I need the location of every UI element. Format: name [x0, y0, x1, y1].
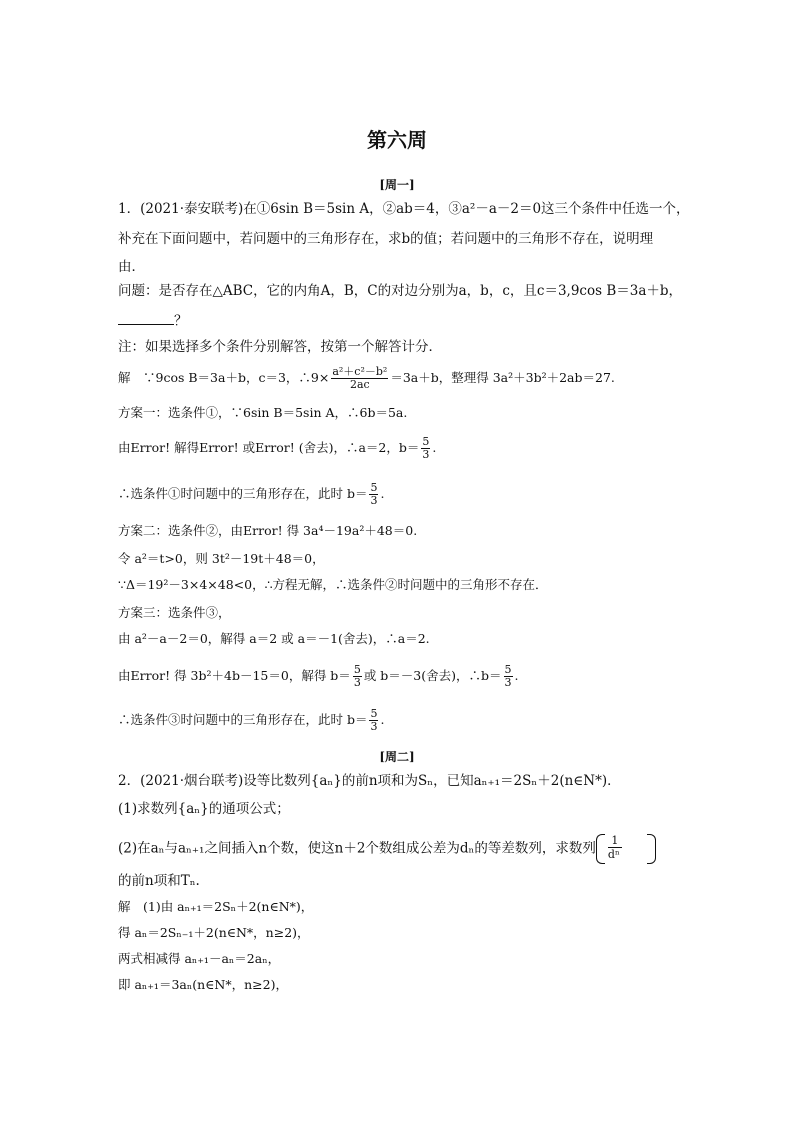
problem1-blank-line	[118, 310, 678, 330]
fraction-denominator: 3	[370, 494, 378, 507]
solution1-discriminant: ∵Δ＝19²－3×4×48<0，∴方程无解，∴选条件②时问题中的三角形不存在．	[118, 577, 548, 592]
text: ∴选条件①时问题中的三角形存在，此时 b＝	[118, 486, 368, 501]
fraction-numerator: 1	[608, 834, 622, 848]
fraction-denominator: 3	[422, 448, 430, 461]
solution1-substitution: 令 a²＝t>0，则 3t²－19t＋48＝0，	[118, 551, 325, 566]
fraction-denominator: 3	[370, 720, 378, 733]
problem2-line4: 的前n项和Tₙ.	[118, 873, 200, 889]
fraction	[369, 482, 378, 507]
solution2-line2: 得 aₙ＝2Sₙ₋₁＋2(n∈N*，n≥2)，	[118, 925, 310, 940]
fraction-numerator: 5	[370, 481, 378, 494]
solution1-option2: 方案二：选条件②，由Error! 得 3a⁴－19a²＋48＝0.	[118, 523, 418, 538]
solution2-line1: 解 (1)由 aₙ₊₁＝2Sₙ＋2(n∈N*)，	[118, 899, 314, 914]
fraction	[353, 664, 362, 689]
text: 或 b＝－3(舍去)，∴b＝	[363, 668, 502, 683]
fraction	[421, 436, 430, 461]
problem2-part2	[118, 834, 678, 864]
text: .	[380, 712, 385, 727]
problem1-question: 问题：是否存在△ABC，它的内角A，B，C的对边分别为a，b，c，且c＝3,9cos B＝3a＋b，	[118, 283, 683, 299]
fraction	[369, 708, 378, 733]
text: ∴选条件③时问题中的三角形存在，此时 b＝	[118, 712, 368, 727]
solution1-text-a: 解 ∵9cos B＝3a＋b，c＝3，∴9×	[118, 370, 330, 385]
problem2-part1: (1)求数列{aₙ}的通项公式；	[118, 801, 290, 817]
fraction	[331, 366, 388, 391]
fraction-numerator: 5	[370, 707, 378, 720]
brace-content	[608, 834, 622, 861]
fraction-denominator: 3	[353, 676, 361, 689]
solution2-line3: 两式相减得 aₙ₊₁－aₙ＝2aₙ，	[118, 951, 281, 966]
text: 由Error! 解得Error! 或Error! (舍去)，∴a＝2，b＝	[118, 440, 420, 455]
question-mark: ？	[174, 313, 188, 329]
page-title: 第六周	[367, 128, 427, 152]
section-monday: [周一]	[379, 178, 415, 192]
fraction-numerator: 5	[504, 663, 512, 676]
solution1-line1	[118, 366, 678, 391]
text: .	[432, 440, 437, 455]
solution1-option3-solve: 由 a²－a－2＝0，解得 a＝2 或 a＝－1(舍去)，∴a＝2.	[118, 631, 430, 646]
left-brace	[596, 834, 605, 864]
problem1-note: 注：如果选择多个条件分别解答，按第一个解答计分．	[118, 339, 442, 355]
fraction-numerator: a²＋c²－b²	[332, 365, 388, 378]
fraction-denominator: dⁿ	[607, 848, 620, 861]
answer-blank	[118, 310, 174, 325]
solution1-text-b: ＝3a＋b，整理得 3a²＋3b²＋2ab＝27.	[390, 370, 615, 385]
text: 由Error! 得 3b²＋4b－15＝0，解得 b＝	[118, 668, 351, 683]
fraction	[504, 664, 513, 689]
solution1-option1-result	[118, 436, 678, 461]
text: .	[514, 668, 519, 683]
section-tuesday: [周二]	[379, 750, 415, 764]
sequence-brace	[596, 834, 656, 864]
solution2-line4: 即 aₙ₊₁＝3aₙ(n∈N*，n≥2)，	[118, 977, 288, 992]
solution1-option1-conclusion	[118, 482, 678, 507]
text: (2)在aₙ与aₙ₊₁之间插入n个数，使这n＋2个数组成公差为dₙ的等差数列，求数列	[118, 840, 596, 857]
fraction-denominator: 2ac	[349, 378, 370, 391]
problem1-line2: 补充在下面问题中，若问题中的三角形存在，求b的值；若问题中的三角形不存在，说明理	[118, 231, 654, 247]
problem1-line1: 1．(2021·泰安联考)在①6sin B＝5sin A，②ab＝4，③a²－a－2＝0这三个条件中任选一个，	[118, 201, 690, 217]
solution1-option3-conclusion	[118, 708, 678, 733]
problem2-line1: 2．(2021·烟台联考)设等比数列{aₙ}的前n项和为Sₙ，已知aₙ₊₁＝2Sₙ＋2(n∈N*)．	[118, 773, 621, 789]
solution1-option3: 方案三：选条件③，	[118, 605, 231, 620]
problem1-line3: 由．	[118, 259, 145, 275]
solution1-option1: 方案一：选条件①，∵6sin B＝5sin A，∴6b＝5a.	[118, 405, 408, 420]
text: .	[380, 486, 385, 501]
fraction-numerator: 5	[422, 435, 430, 448]
fraction-numerator: 5	[353, 663, 361, 676]
solution1-option3-result	[118, 664, 678, 689]
right-brace	[647, 834, 656, 864]
fraction-denominator: 3	[504, 676, 512, 689]
